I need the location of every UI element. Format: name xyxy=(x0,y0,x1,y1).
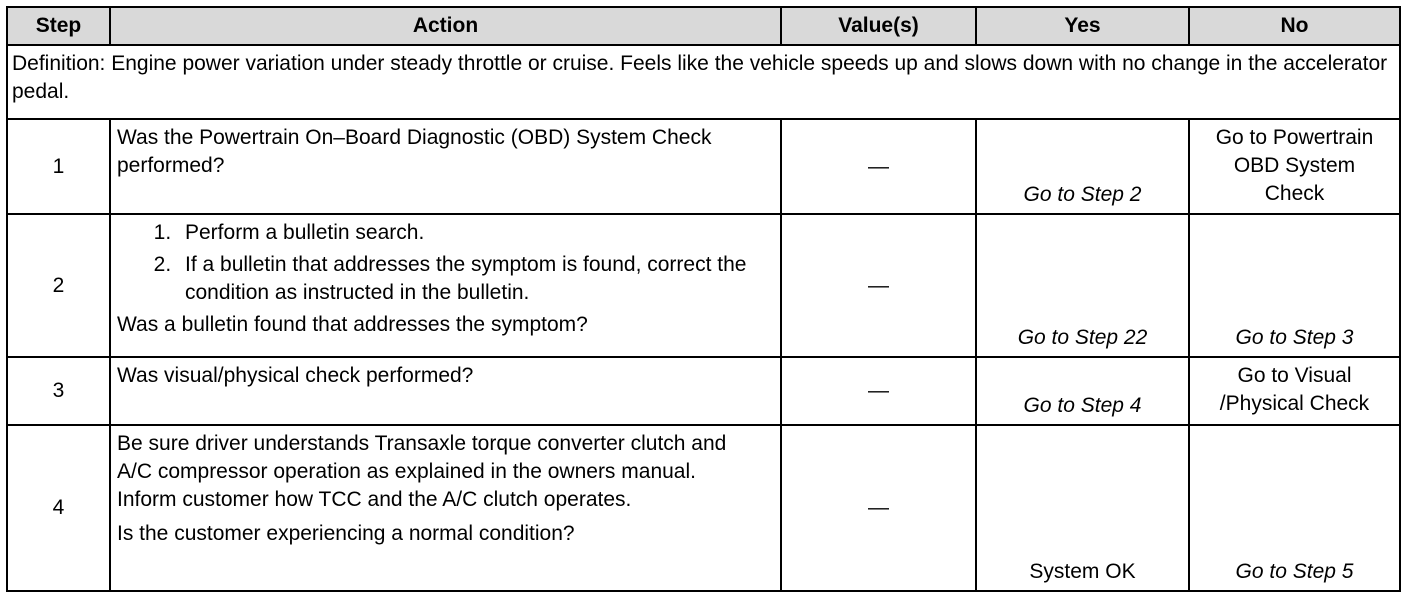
header-action: Action xyxy=(110,7,781,45)
action-question: Was a bulletin found that addresses the symptom? xyxy=(117,313,588,336)
definition-row xyxy=(7,45,1400,119)
table-row xyxy=(7,357,1400,425)
yes-link[interactable]: Go to Step 2 xyxy=(1023,183,1142,206)
action-steps-list xyxy=(117,219,774,307)
step-number: 3 xyxy=(7,357,110,425)
action-step: 2. If a bulletin that addresses the symptom is found, correct the condition as instructed in the bulletin. xyxy=(177,251,774,307)
yes-link[interactable]: Go to Step 4 xyxy=(1023,394,1142,417)
header-values: Value(s) xyxy=(781,7,976,45)
table-row xyxy=(7,119,1400,214)
action-cell xyxy=(110,119,781,214)
yes-cell xyxy=(976,357,1189,425)
yes-cell xyxy=(976,425,1189,591)
no-link[interactable]: Go to Step 5 xyxy=(1235,560,1354,583)
no-cell xyxy=(1189,357,1400,425)
action-text: Be sure driver understands Transaxle torque converter clutch and A/C compressor operation as explained in the owners manual. Inform customer how TCC and the A/C clutch operates. xyxy=(117,432,727,511)
table-row xyxy=(7,425,1400,591)
value-cell xyxy=(781,357,976,425)
yes-cell xyxy=(976,214,1189,357)
no-cell xyxy=(1189,214,1400,357)
table-row xyxy=(7,214,1400,357)
yes-cell xyxy=(976,119,1189,214)
header-no: No xyxy=(1189,7,1400,45)
no-link[interactable]: Go to Step 3 xyxy=(1235,326,1354,349)
yes-result: System OK xyxy=(1029,560,1136,583)
action-question: Is the customer experiencing a normal condition? xyxy=(117,522,575,545)
action-text: Was visual/physical check performed? xyxy=(117,364,474,387)
header-yes: Yes xyxy=(976,7,1189,45)
action-step: 1. Perform a bulletin search. xyxy=(177,219,774,247)
no-cell xyxy=(1189,119,1400,214)
yes-link[interactable]: Go to Step 22 xyxy=(1017,326,1148,349)
action-text: Was the Powertrain On–Board Diagnostic (OBD) System Check performed? xyxy=(117,126,712,177)
step-number: 2 xyxy=(7,214,110,357)
value-cell xyxy=(781,119,976,214)
value-dash: — xyxy=(868,379,889,402)
header-step: Step xyxy=(7,7,110,45)
no-link[interactable]: Go to Visual /Physical Check xyxy=(1219,364,1370,415)
value-dash: — xyxy=(868,273,889,297)
definition-text: Definition: Engine power variation under steady throttle or cruise. Feels like the vehicle speeds up and slows down with no change in the accelerator pedal. xyxy=(7,45,1400,119)
no-link[interactable]: Go to Powertrain OBD System Check xyxy=(1215,126,1374,205)
value-dash: — xyxy=(868,496,889,519)
diagnostic-table xyxy=(6,6,1401,592)
step-number: 1 xyxy=(7,119,110,214)
value-dash: — xyxy=(868,154,889,178)
value-cell xyxy=(781,425,976,591)
step-number: 4 xyxy=(7,425,110,591)
value-cell xyxy=(781,214,976,357)
action-cell xyxy=(110,214,781,357)
action-cell xyxy=(110,357,781,425)
action-cell xyxy=(110,425,781,591)
no-cell xyxy=(1189,425,1400,591)
header-row xyxy=(7,7,1400,45)
